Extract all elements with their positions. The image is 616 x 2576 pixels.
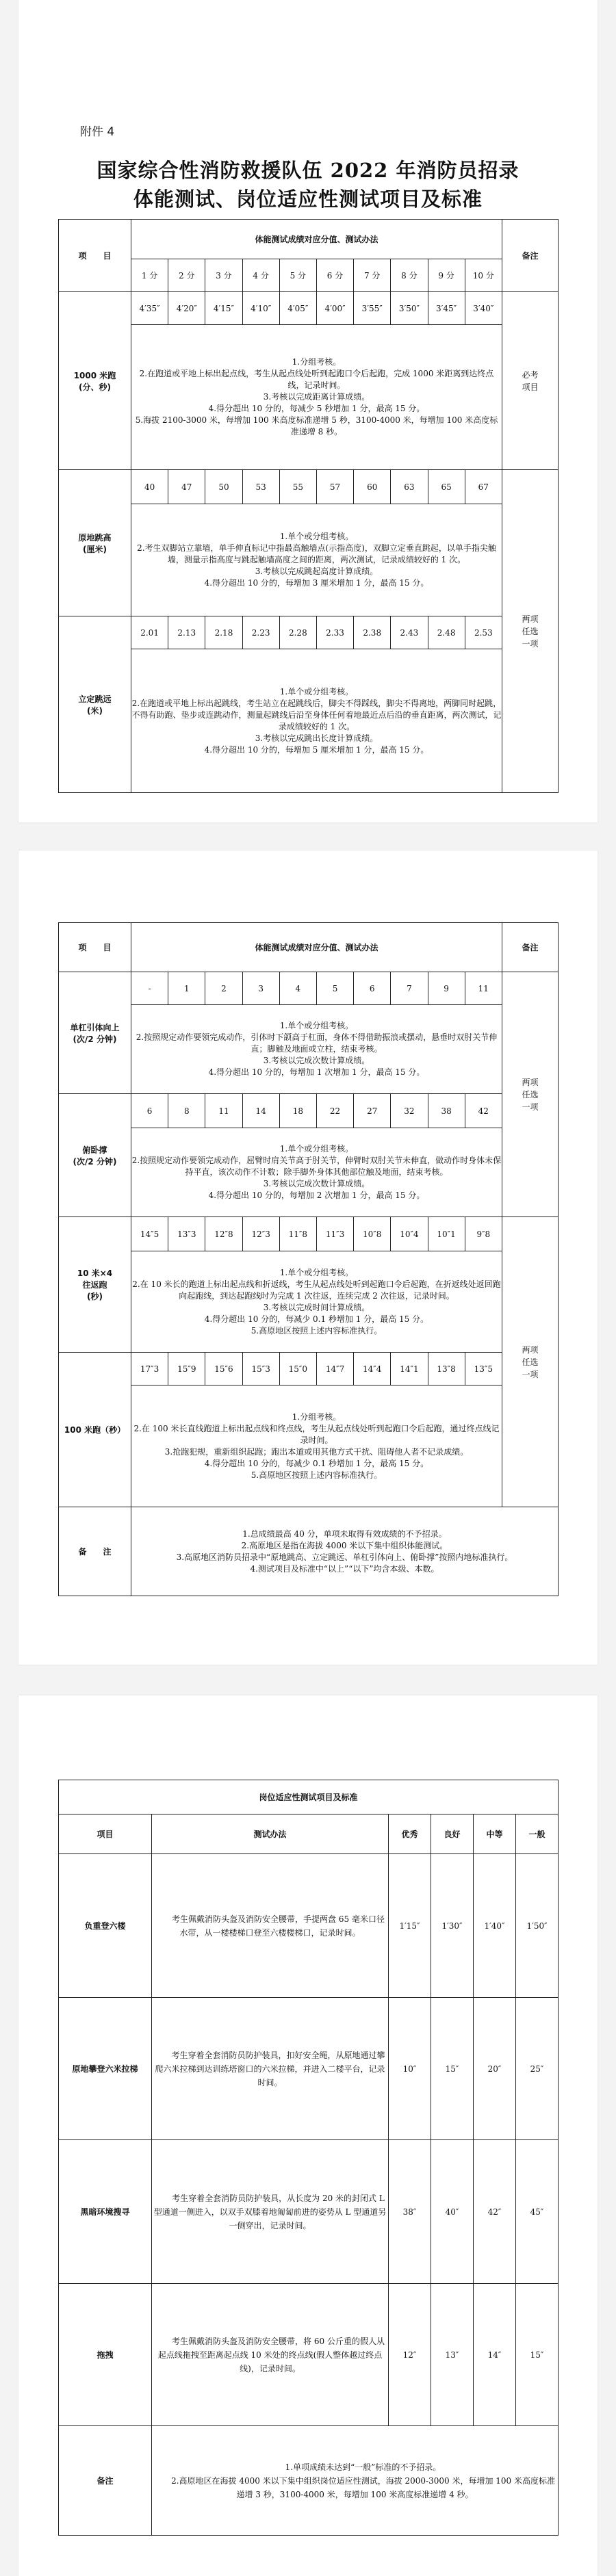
note-line: 1.总成绩最高 40 分，单项未取得有效成绩的不予招录。 <box>242 1528 447 1539</box>
item-name: 原地跳高 (厘米) <box>59 470 131 616</box>
score-value: 50 <box>205 470 242 504</box>
score-value: 2.48 <box>428 616 465 649</box>
page-1 <box>18 0 598 822</box>
score-value: 42 <box>465 1094 502 1128</box>
notes-label: 备 注 <box>59 1507 131 1596</box>
score-level-3: 3 分 <box>205 259 242 292</box>
method-line: 2.在跑道或平地上标出起跳线，考生站立在起跳线后，脚尖不得踩线，脚尖不得离地，两脚同时起跳，不得有助跑、垫步或连跳动作，测量起跳线后沿至身体任何着地最近点后沿的垂直距离，两次测试，记录成绩较好的 1 次。 <box>131 698 502 731</box>
method-line: 1.单个或分组考核。 <box>279 532 354 541</box>
score-level-2: 2 分 <box>168 259 205 292</box>
annex-label: 附件 4 <box>80 125 115 139</box>
test-method: 考生穿着全套消防员防护装具，扣好安全绳，从原地通过攀爬六米拉梯到达训练塔窗口的六米拉梯，并进入二楼平台，记录时间。 <box>152 1998 389 2140</box>
grade-value: 1′30″ <box>431 1854 474 1998</box>
score-value: 8 <box>168 1094 205 1128</box>
score-value: 1 <box>168 972 205 1005</box>
score-value: 11 <box>465 972 502 1005</box>
value-row <box>59 616 559 649</box>
score-level-7: 7 分 <box>354 259 391 292</box>
note-line: 3.高原地区消防员招录中“原地跳高、立定跳远、单杠引体向上、俯卧撑”按照内地标准执行。 <box>176 1552 513 1562</box>
notes-row <box>59 1507 559 1596</box>
notes-content <box>131 1507 559 1596</box>
value-row <box>59 1094 559 1128</box>
remark-required: 必考 项目 <box>502 292 558 470</box>
score-value: 4′35″ <box>131 292 168 325</box>
method-line: 4.得分超出 10 分的，每增加 3 厘米增加 1 分，最高 15 分。 <box>204 578 429 588</box>
test-method <box>131 504 502 616</box>
value-row <box>59 1217 559 1251</box>
col-method-header: 测试办法 <box>152 1814 389 1854</box>
grade-value: 12″ <box>389 2284 431 2426</box>
remark-choose-one-a: 两项 任选 一项 <box>502 972 558 1217</box>
method-line: 5.海拔 2100-3000 米，每增加 100 米高度标准递增 5 秒，3100-4000 米，每增加 100 米高度标准递增 8 秒。 <box>135 415 498 437</box>
remark-choose-one: 两项 任选 一项 <box>502 470 558 793</box>
score-value: 60 <box>354 470 391 504</box>
method-line: 2.按照规定动作要领完成动作，引体时下颌高于杠面，身体不得借助振浪或摆动，悬垂时双肘关节伸直；脚触及地面或立柱，结束考核。 <box>136 1032 498 1054</box>
score-value: 2.18 <box>205 616 242 649</box>
test-method <box>131 325 502 470</box>
col-item-header: 项目 <box>59 1814 152 1854</box>
score-value: 10″8 <box>354 1217 391 1251</box>
grade-value: 15″ <box>516 2284 559 2426</box>
remark-choose-one-b: 两项 任选 一项 <box>502 1217 558 1507</box>
test-method <box>131 1385 502 1507</box>
score-value: 3 <box>242 972 279 1005</box>
grade-value: 15″ <box>431 1998 474 2140</box>
score-value: 15″0 <box>279 1353 316 1385</box>
score-value: 65 <box>428 470 465 504</box>
grade-value: 45″ <box>516 2140 559 2284</box>
test-method: 考生佩戴消防头盔及消防安全腰带，手提两盘 65 毫米口径水带，从一楼楼梯口登至六楼楼梯口，记录时间。 <box>152 1854 389 1998</box>
score-value: 17″3 <box>131 1353 168 1385</box>
value-row <box>59 972 559 1005</box>
test-row <box>59 1854 559 1998</box>
grade-value: 38″ <box>389 2140 431 2284</box>
method-line: 4.得分超出 10 分的，每减少 0.1 秒增加 1 分，最高 15 分。 <box>204 1458 429 1468</box>
score-value: 4′15″ <box>205 292 242 325</box>
score-value: 13″5 <box>465 1353 502 1385</box>
method-line: 2.在 100 米长直线跑道上标出起点线和终点线，考生从起点线处听到起跑口令后起跑，通过终点线记录时间。 <box>133 1423 500 1445</box>
test-row <box>59 2140 559 2284</box>
score-value: 7 <box>391 972 428 1005</box>
score-value: 14″5 <box>131 1217 168 1251</box>
score-value: 2 <box>205 972 242 1005</box>
note-line: 2.高原地区在海拔 4000 米以下集中组织岗位适应性测试，海拔 2000-3000 米，每增加 100 米高度标准递增 3 秒，3100-4000 米，每增加 100 米高度标准递增 4 秒。 <box>171 2475 555 2499</box>
document-title <box>18 156 598 213</box>
score-value: 2.43 <box>391 616 428 649</box>
method-line: 2.在跑道或平地上标出起点线，考生从起点线处听到起跑口令后起跑，完成 1000 米距离到达终点线，记录时间。 <box>139 369 494 390</box>
fitness-table-1 <box>58 219 559 793</box>
score-value: - <box>131 972 168 1005</box>
title-line-1: 国家综合性消防救援队伍 2022 年消防员招录 <box>97 159 519 182</box>
score-value: 67 <box>465 470 502 504</box>
note-line: 1.单项成绩未达到“一般”标准的不予招录。 <box>285 2462 441 2472</box>
score-value: 3′45″ <box>428 292 465 325</box>
method-line: 1.分组考核。 <box>292 1411 342 1422</box>
score-value: 6 <box>131 1094 168 1128</box>
grade-header: 优秀 <box>389 1814 431 1854</box>
score-value: 11″3 <box>316 1217 353 1251</box>
test-method: 考生佩戴消防头盔及消防安全腰带，将 60 公斤重的假人从起点线拖拽至距离起点线 10 米处的终点线(假人整体越过终点线)，记录时间。 <box>152 2284 389 2426</box>
item-name: 黑暗环境搜寻 <box>59 2140 152 2284</box>
method-line: 5.高原地区按照上述内容标准执行。 <box>251 1325 383 1336</box>
col-score-header: 体能测试成绩对应分值、测试办法 <box>131 923 502 972</box>
score-value: 15″6 <box>205 1353 242 1385</box>
grade-value: 42″ <box>474 2140 516 2284</box>
col-remark-header: 备注 <box>502 923 558 972</box>
score-value: 2.23 <box>242 616 279 649</box>
grade-value: 13″ <box>431 2284 474 2426</box>
notes-content <box>152 2426 559 2536</box>
test-method <box>131 649 502 793</box>
score-value: 15″9 <box>168 1353 205 1385</box>
score-value: 9″8 <box>465 1217 502 1251</box>
grade-value: 10″ <box>389 1998 431 2140</box>
score-value: 12″3 <box>242 1217 279 1251</box>
method-line: 3.考核以完成时间计算成绩。 <box>263 1302 370 1312</box>
method-line: 1.单个或分组考核。 <box>279 1021 354 1030</box>
method-line: 4.得分超出 10 分的，每减少 0.1 秒增加 1 分，最高 15 分。 <box>204 1314 429 1324</box>
item-name: 单杠引体向上 (次/2 分钟) <box>59 972 131 1094</box>
item-name: 10 米×4 往返跑 (秒) <box>59 1217 131 1353</box>
score-value: 53 <box>242 470 279 504</box>
grade-header: 一般 <box>516 1814 559 1854</box>
method-line: 3.考核以完成跳起高度计算成绩。 <box>255 567 378 576</box>
item-name: 负重登六楼 <box>59 1854 152 1998</box>
score-value: 4′20″ <box>168 292 205 325</box>
score-value: 13″8 <box>428 1353 465 1385</box>
score-value: 3′55″ <box>354 292 391 325</box>
grade-value: 1′15″ <box>389 1854 431 1998</box>
item-name: 俯卧撑 (次/2 分钟) <box>59 1094 131 1217</box>
score-value: 14″1 <box>391 1353 428 1385</box>
col-item-header: 项 目 <box>59 220 131 292</box>
test-method <box>131 1005 502 1094</box>
score-value: 2.13 <box>168 616 205 649</box>
method-line: 1.单个或分组考核。 <box>279 1267 354 1277</box>
method-row <box>59 1128 559 1217</box>
score-value: 14″4 <box>354 1353 391 1385</box>
test-method <box>131 1251 502 1353</box>
grade-header: 良好 <box>431 1814 474 1854</box>
item-name: 100 米跑（秒） <box>59 1353 131 1507</box>
col-remark-header: 备注 <box>502 220 558 292</box>
table-title: 岗位适应性测试项目及标准 <box>59 1780 559 1814</box>
method-line: 4.得分超出 10 分的，每增加 2 次增加 1 分，最高 15 分。 <box>208 1191 425 1200</box>
score-value: 11 <box>205 1094 242 1128</box>
score-level-row <box>59 259 559 292</box>
score-value: 11″8 <box>279 1217 316 1251</box>
score-value: 5 <box>316 972 353 1005</box>
score-value: 2.53 <box>465 616 502 649</box>
score-value: 38 <box>428 1094 465 1128</box>
col-item-header: 项 目 <box>59 923 131 972</box>
score-value: 15″3 <box>242 1353 279 1385</box>
score-value: 22 <box>316 1094 353 1128</box>
score-value: 3′40″ <box>465 292 502 325</box>
score-value: 2.28 <box>279 616 316 649</box>
value-row <box>59 470 559 504</box>
item-name: 立定跳远 (米) <box>59 616 131 793</box>
score-value: 6 <box>354 972 391 1005</box>
score-value: 10″4 <box>391 1217 428 1251</box>
score-value: 12″8 <box>205 1217 242 1251</box>
method-line: 3.考核以完成次数计算成绩。 <box>263 1179 370 1188</box>
score-value: 4′00″ <box>316 292 353 325</box>
method-row <box>59 649 559 793</box>
score-value: 57 <box>316 470 353 504</box>
item-name: 拖拽 <box>59 2284 152 2426</box>
method-row <box>59 504 559 616</box>
method-row <box>59 1251 559 1353</box>
value-row <box>59 292 559 325</box>
method-line: 5.高原地区按照上述内容标准执行。 <box>251 1470 383 1480</box>
note-line: 2.高原地区是指在海拔 4000 米以下集中组织体能测试。 <box>241 1540 448 1550</box>
method-row <box>59 1385 559 1507</box>
score-level-4: 4 分 <box>242 259 279 292</box>
method-line: 1.分组考核。 <box>292 357 342 367</box>
fitness-table-2 <box>58 922 559 1596</box>
note-line: 4.测试项目及标准中“以上”“以下”均含本级、本数。 <box>250 1563 439 1574</box>
score-value: 13″3 <box>168 1217 205 1251</box>
score-value: 18 <box>279 1094 316 1128</box>
post-adaptability-table <box>58 1780 559 2536</box>
notes-row <box>59 2426 559 2536</box>
notes-label: 备注 <box>59 2426 152 2536</box>
score-value: 2.01 <box>131 616 168 649</box>
method-line: 4.得分超出 10 分的，每减少 5 秒增加 1 分，最高 15 分。 <box>208 404 425 413</box>
page-3 <box>18 1695 598 2576</box>
page-2 <box>18 850 598 1665</box>
score-level-9: 9 分 <box>428 259 465 292</box>
grade-value: 1′40″ <box>474 1854 516 1998</box>
method-line: 4.得分超出 10 分的，每增加 5 厘米增加 1 分，最高 15 分。 <box>204 744 429 755</box>
method-line: 2.考生双脚站立靠墙，单手伸直标记中指最高触墙点(示指高度)，双脚立定垂直跳起，以单手指尖触墙，测量示指高度与跳起触墙高度之间的距离，两次测试，记录成绩较好的 1 次。 <box>137 543 496 564</box>
score-value: 27 <box>354 1094 391 1128</box>
grade-value: 14″ <box>474 2284 516 2426</box>
method-line: 3.抢跑犯规，重新组织起跑；跑出本道或用其他方式干扰、阻碍他人者不记录成绩。 <box>164 1446 469 1457</box>
score-value: 4′05″ <box>279 292 316 325</box>
score-value: 10″1 <box>428 1217 465 1251</box>
score-level-5: 5 分 <box>279 259 316 292</box>
method-row <box>59 325 559 470</box>
method-line: 1.单个或分组考核。 <box>279 686 354 697</box>
score-level-8: 8 分 <box>391 259 428 292</box>
score-value: 2.38 <box>354 616 391 649</box>
grade-value: 25″ <box>516 1998 559 2140</box>
score-value: 14″7 <box>316 1353 353 1385</box>
method-line: 1.单个或分组考核。 <box>279 1144 354 1154</box>
score-value: 4′10″ <box>242 292 279 325</box>
score-value: 47 <box>168 470 205 504</box>
score-value: 63 <box>391 470 428 504</box>
test-method <box>131 1128 502 1217</box>
score-level-6: 6 分 <box>316 259 353 292</box>
score-level-1: 1 分 <box>131 259 168 292</box>
table-header-row <box>59 1814 559 1854</box>
score-value: 4 <box>279 972 316 1005</box>
method-line: 3.考核以完成跳出长度计算成绩。 <box>255 733 378 743</box>
grade-header: 中等 <box>474 1814 516 1854</box>
col-score-header: 体能测试成绩对应分值、测试办法 <box>131 220 502 259</box>
score-value: 55 <box>279 470 316 504</box>
method-line: 2.在 10 米长的跑道上标出起点线和折返线，考生从起点线处听到起跑口令后起跑，在折返线处返回跑向起跑线，到达起跑线时为完成 1 次往返，连续完成 2 次往返，记录时间。 <box>132 1279 501 1301</box>
grade-value: 1′50″ <box>516 1854 559 1998</box>
test-row <box>59 2284 559 2426</box>
test-row <box>59 1998 559 2140</box>
score-level-10: 10 分 <box>465 259 502 292</box>
score-value: 2.33 <box>316 616 353 649</box>
item-name: 原地攀登六米拉梯 <box>59 1998 152 2140</box>
score-value: 9 <box>428 972 465 1005</box>
grade-value: 20″ <box>474 1998 516 2140</box>
method-line: 2.按照规定动作要领完成动作，屈臂时肩关节高于肘关节，伸臂时双肘关节未伸直，做动作时身体未保持平直，该次动作不计数；除手脚外身体其他部位触及地面，结束考核。 <box>131 1156 502 1177</box>
item-name: 1000 米跑 (分、秒) <box>59 292 131 470</box>
method-line: 4.得分超出 10 分的，每增加 1 次增加 1 分，最高 15 分。 <box>208 1067 425 1077</box>
score-value: 3′50″ <box>391 292 428 325</box>
test-method: 考生穿着全套消防员防护装具，从长度为 20 米的封闭式 L 型通道一侧进入，以双手双膝着地匍匐前进的姿势从 L 型通道另一侧穿出，记录时间。 <box>152 2140 389 2284</box>
title-line-2: 体能测试、岗位适应性测试项目及标准 <box>133 187 483 211</box>
method-line: 3.考核以完成距离计算成绩。 <box>263 392 370 402</box>
score-value: 32 <box>391 1094 428 1128</box>
value-row <box>59 1353 559 1385</box>
method-row <box>59 1005 559 1094</box>
score-value: 40 <box>131 470 168 504</box>
method-line: 3.考核以完成次数计算成绩。 <box>263 1056 370 1065</box>
score-value: 14 <box>242 1094 279 1128</box>
grade-value: 40″ <box>431 2140 474 2284</box>
